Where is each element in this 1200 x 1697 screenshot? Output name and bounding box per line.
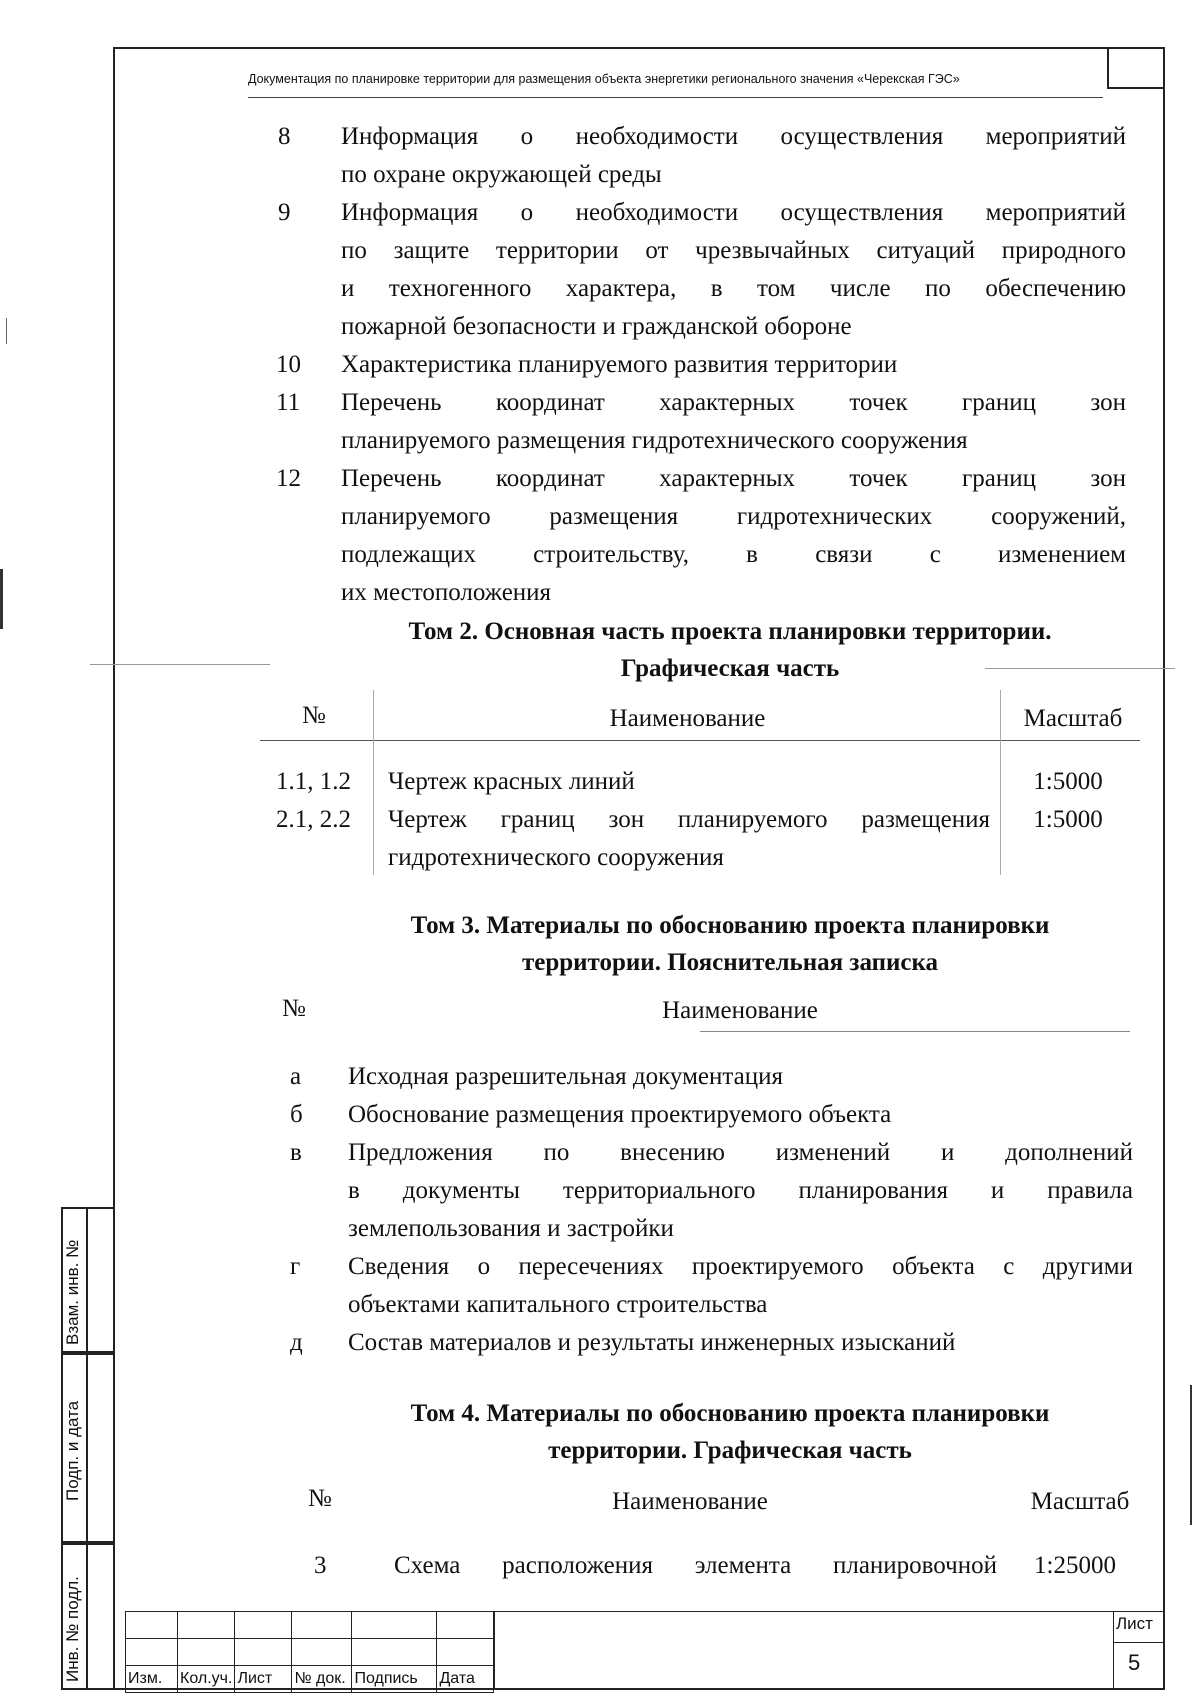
stamp-list: Лист bbox=[235, 1666, 292, 1693]
col-header-name: Наименование bbox=[609, 705, 766, 732]
col-header-scale: Масштаб bbox=[1023, 705, 1123, 732]
scan-line bbox=[90, 664, 270, 665]
list-item-line: Перечень координат характерных точек границ зон bbox=[341, 389, 1126, 416]
stamp-kol: Кол.уч. bbox=[178, 1666, 235, 1693]
table-row-number: 1.1, 1.2 bbox=[276, 768, 351, 795]
list-number: 8 bbox=[278, 123, 291, 150]
scan-line bbox=[985, 668, 1175, 669]
tom2-subheading: Графическая часть bbox=[620, 655, 840, 682]
table-row-number: 3 bbox=[314, 1552, 327, 1579]
header-divider bbox=[248, 97, 1103, 98]
list-letter: а bbox=[290, 1063, 302, 1090]
stamp-title-cell bbox=[494, 1611, 1113, 1690]
stamp-izm: Изм. bbox=[126, 1666, 178, 1693]
table-row-name: Чертеж красных линий bbox=[388, 768, 635, 795]
list-item-line: землепользования и застройки bbox=[348, 1215, 674, 1242]
tom3-heading: Том 3. Материалы по обоснованию проекта планировки bbox=[410, 912, 1050, 939]
sheet-label: Лист bbox=[1116, 1614, 1153, 1633]
list-item-line: подлежащих строительству, в связи с изменением bbox=[341, 541, 1126, 568]
tom4-heading: Том 4. Материалы по обоснованию проекта планировки bbox=[410, 1400, 1050, 1427]
side-label-vzam: Взам. инв. № bbox=[63, 1239, 82, 1345]
list-letter: в bbox=[290, 1139, 302, 1166]
list-item-line: Предложения по внесению изменений и дополнений bbox=[348, 1139, 1133, 1166]
list-item-line: Информация о необходимости осуществления мероприятий bbox=[341, 123, 1126, 150]
list-item-line: Перечень координат характерных точек границ зон bbox=[341, 465, 1126, 492]
list-item-line: планируемого размещения гидротехнических сооружений, bbox=[341, 503, 1126, 530]
sheet-number: 5 bbox=[1128, 1650, 1141, 1675]
col-header-number: № bbox=[302, 702, 326, 729]
list-number: 11 bbox=[276, 389, 301, 416]
list-letter: б bbox=[290, 1101, 303, 1128]
table-row-name: Схема расположения элемента планировочной bbox=[394, 1552, 997, 1579]
tom4-subheading: территории. Графическая часть bbox=[548, 1437, 912, 1464]
list-item-line: планируемого размещения гидротехнического сооружения bbox=[341, 427, 968, 454]
table-header-rule bbox=[260, 740, 1140, 741]
side-label-podp: Подп. и дата bbox=[63, 1400, 82, 1501]
list-item-line: объектами капитального строительства bbox=[348, 1291, 768, 1318]
stamp-podpis: Подпись bbox=[352, 1666, 437, 1693]
table-row-scale: 1:5000 bbox=[1033, 806, 1103, 833]
list-number: 9 bbox=[278, 199, 291, 226]
table-row-name: гидротехнического сооружения bbox=[388, 844, 724, 871]
corner-box bbox=[1107, 47, 1165, 89]
list-item-line: Сведения о пересечениях проектируемого объекта с другими bbox=[348, 1253, 1133, 1280]
list-item-line: пожарной безопасности и гражданской обороне bbox=[341, 313, 852, 340]
column-divider bbox=[373, 690, 374, 875]
sheet-divider bbox=[1114, 1642, 1165, 1643]
side-label-inv: Инв. № подл. bbox=[63, 1576, 82, 1682]
col-header-number: № bbox=[308, 1485, 332, 1512]
list-letter: д bbox=[290, 1329, 303, 1356]
col-header-name: Наименование bbox=[662, 997, 818, 1024]
list-letter: г bbox=[290, 1253, 301, 1280]
table-row-scale: 1:5000 bbox=[1033, 768, 1103, 795]
list-item-line: их местоположения bbox=[341, 579, 552, 606]
table-header-rule bbox=[700, 1031, 1130, 1032]
tom3-subheading: территории. Пояснительная записка bbox=[521, 949, 939, 976]
list-item-line: Исходная разрешительная документация bbox=[348, 1063, 783, 1090]
scan-edge-mark bbox=[1190, 1385, 1192, 1525]
column-divider bbox=[1000, 690, 1001, 875]
list-number: 12 bbox=[276, 465, 301, 492]
table-row-scale: 1:25000 bbox=[1034, 1552, 1116, 1579]
list-item-line: и техногенного характера, в том числе по обеспечению bbox=[341, 275, 1126, 302]
list-item-line: по охране окружающей среды bbox=[341, 161, 662, 188]
list-item-line: Обоснование размещения проектируемого объекта bbox=[348, 1101, 892, 1128]
list-item-line: по защите территории от чрезвычайных ситуаций природного bbox=[341, 237, 1126, 264]
col-header-number: № bbox=[282, 995, 306, 1022]
table-row-number: 2.1, 2.2 bbox=[276, 806, 351, 833]
table-row-name: Чертеж границ зон планируемого размещения bbox=[388, 806, 990, 833]
list-item-line: в документы территориального планирования и правила bbox=[348, 1177, 1133, 1204]
scan-edge-mark bbox=[6, 318, 7, 344]
scan-edge-mark bbox=[0, 569, 3, 629]
side-divider bbox=[86, 1207, 88, 1690]
stamp-ndok: № док. bbox=[292, 1666, 352, 1693]
list-item-line: Информация о необходимости осуществления мероприятий bbox=[341, 199, 1126, 226]
document-header: Документация по планировке территории для размещения объекта энергетики регионального значения «Черекская ГЭС» bbox=[248, 72, 960, 86]
list-item-line: Характеристика планируемого развития территории bbox=[341, 351, 898, 378]
col-header-scale: Масштаб bbox=[1030, 1488, 1130, 1515]
list-number: 10 bbox=[276, 351, 301, 378]
stamp-table bbox=[125, 1611, 494, 1693]
tom2-heading: Том 2. Основная часть проекта планировки территории. bbox=[408, 618, 1052, 645]
sheet-box bbox=[1113, 1611, 1165, 1690]
list-item-line: Состав материалов и результаты инженерных изысканий bbox=[348, 1329, 956, 1356]
col-header-name: Наименование bbox=[612, 1488, 768, 1515]
stamp-data: Дата bbox=[437, 1666, 494, 1693]
